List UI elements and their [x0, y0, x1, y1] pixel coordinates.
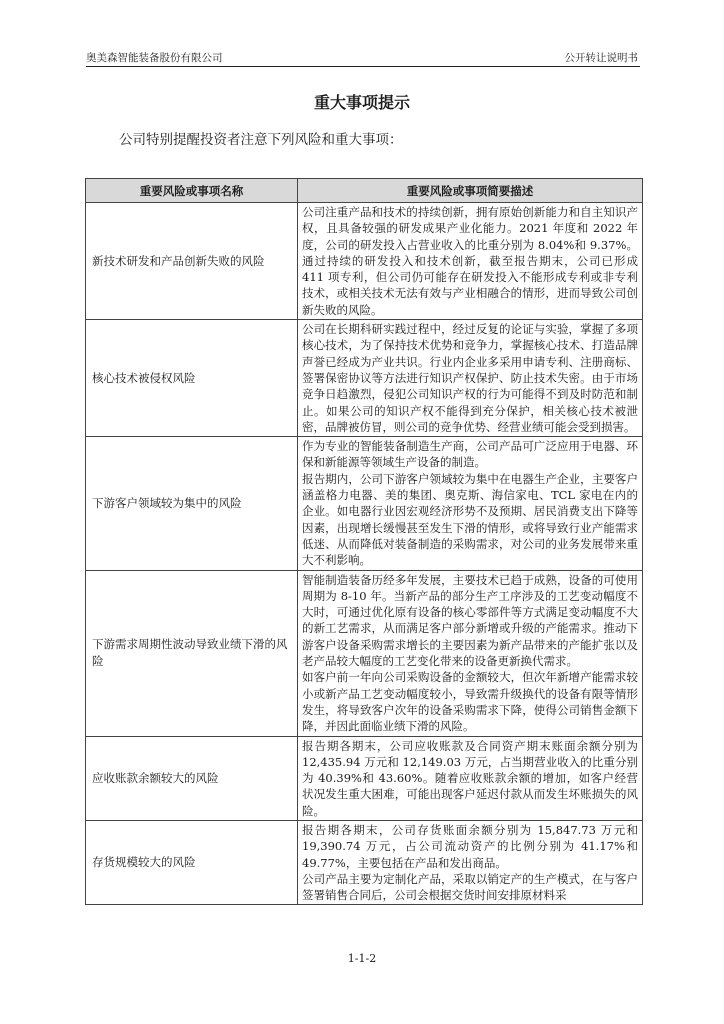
- table-row: [86, 820, 643, 904]
- risk-paragraph: 报告期各期末，公司应收账款及合同资产期末账面余额分别为 12,435.94 万元和 12,149.03 万元，占当期营业收入的比重分别为 40.39%和 43.60%。随着应收账款余额的增加，如客户经营状况发生重大困难，可能出现客户延迟付款从而发生坏账损失的风险。: [302, 738, 638, 818]
- table-row: [86, 203, 643, 320]
- risk-description: [298, 320, 643, 437]
- header-company: 奥美森智能装备股份有限公司: [86, 52, 223, 64]
- page-number: 1-1-2: [347, 952, 377, 965]
- table-row: [86, 736, 643, 820]
- risk-name: 下游客户领域较为集中的风险: [86, 437, 298, 570]
- risk-paragraph: 作为专业的智能装备制造生产商，公司产品可广泛应用于电器、环保和新能源等领域生产设备的制造。: [302, 439, 638, 470]
- risk-paragraph: 如客户前一年向公司采购设备的金额较大，但次年新增产能需求较小或新产品工艺变动幅度较小，导致需升级换代的设备有限等情形发生，将导致客户次年的设备采购需求下降，使得公司销售金额下降，并因此面临业绩下滑的风险。: [302, 670, 638, 734]
- header-risk-name: 重要风险或事项名称: [86, 179, 298, 203]
- risk-paragraph: 智能制造装备历经多年发展，主要技术已趋于成熟，设备的可使用周期为 8-10 年。当新产品的部分生产工序涉及的工艺变动幅度不大时，可通过优化原有设备的核心零部件等方式满足变动幅度不大的新工艺需求，从而满足客户部分新增或升级的产能需求。推动下游客户设备采购需求增长的主要因素为新产品带来的产能扩张以及老产品较大幅度的工艺变化带来的设备更新换代需求。: [302, 572, 638, 669]
- risk-description: [298, 203, 643, 320]
- risk-name: 应收账款余额较大的风险: [86, 736, 298, 820]
- risk-name: 下游需求周期性波动导致业绩下滑的风险: [86, 570, 298, 736]
- header-risk-desc: 重要风险或事项简要描述: [298, 179, 643, 203]
- page-header: [86, 50, 640, 67]
- table-row: [86, 320, 643, 437]
- header-doc-type: 公开转让说明书: [564, 52, 638, 64]
- risk-table: [85, 178, 643, 905]
- risk-description: [298, 820, 643, 904]
- risk-description: [298, 736, 643, 820]
- risk-name: 核心技术被侵权风险: [86, 320, 298, 437]
- risk-paragraph: 报告期内，公司下游客户领域较为集中在电器生产企业，主要客户涵盖格力电器、美的集团、奥克斯、海信家电、TCL 家电在内的企业。如电器行业因宏观经济形势不及预期、居民消费支出下降等因素，出现增长缓慢甚至发生下滑的情形，或将导致行业产能需求低迷、从而降低对装备制造的采购需求，对公司的业务发展带来重大不利影响。: [302, 471, 638, 568]
- risk-name: 新技术研发和产品创新失败的风险: [86, 203, 298, 320]
- risk-name: 存货规模较大的风险: [86, 820, 298, 904]
- risk-paragraph: 公司注重产品和技术的持续创新，拥有原始创新能力和自主知识产权，且具备较强的研发成果产业化能力。2021 年度和 2022 年度，公司的研发投入占营业收入的比重分别为 8.04%和 9.37%。通过持续的研发投入和技术创新，截至报告期末，公司已形成 411 项专利，但公司仍可能存在研发投入不能形成专利或非专利技术，或相关技术无法有效与产业相融合的情形，进而导致公司创新失败的风险。: [302, 205, 638, 317]
- page-title: 重大事项提示: [313, 93, 410, 112]
- risk-paragraph: 公司产品主要为定制化产品，采取以销定产的生产模式，在与客户签署销售合同后，公司会根据交货时间安排原材料采: [302, 871, 638, 903]
- risk-paragraph: 报告期各期末，公司存货账面余额分别为 15,847.73 万元和 19,390.74 万元，占公司流动资产的比例分别为 41.17%和 49.77%，主要包括在产品和发出商品。: [302, 822, 638, 870]
- risk-paragraph: 公司在长期科研实践过程中，经过反复的论证与实验，掌握了多项核心技术，为了保持技术优势和竞争力，掌握核心技术、打造品牌声誉已经成为产业共识。行业内企业多采用申请专利、注册商标、签署保密协议等方法进行知识产权保护、防止技术失密。由于市场竞争日趋激烈，侵犯公司知识产权的行为可能得不到及时防范和制止。如果公司的知识产权不能得到充分保护，相关核心技术被泄密，品牌被仿冒，则公司的竞争优势、经营业绩可能会受到损害。: [302, 322, 638, 434]
- table-header-row: [86, 179, 643, 203]
- risk-description: [298, 570, 643, 736]
- table-row: [86, 437, 643, 570]
- table-row: [86, 570, 643, 736]
- intro-text: 公司特别提醒投资者注意下列风险和重大事项：: [119, 132, 403, 148]
- risk-description: [298, 437, 643, 570]
